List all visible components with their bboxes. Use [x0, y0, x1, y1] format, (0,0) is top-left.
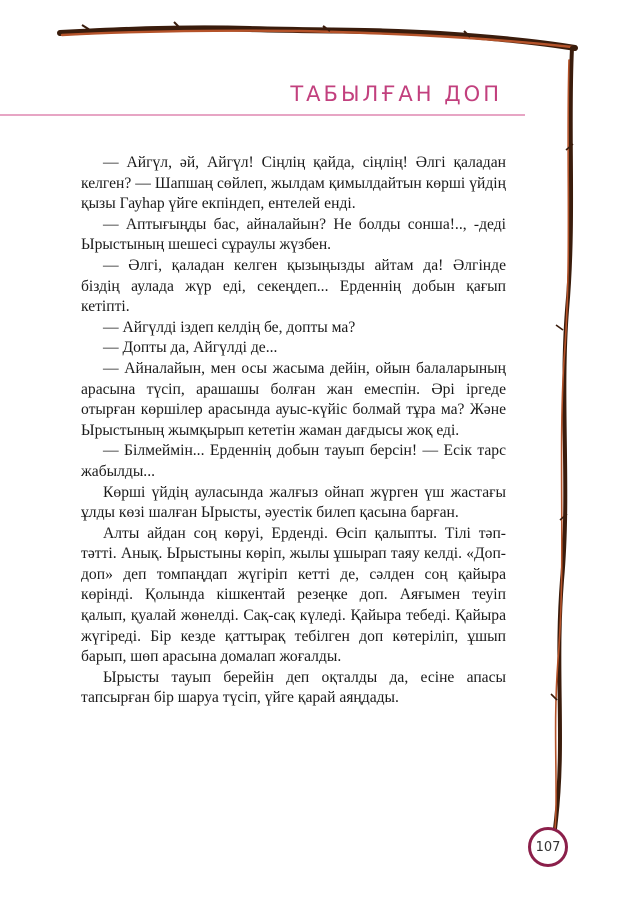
paragraph: — Аптығыңды бас, айналайын? Не болды сонша!.., -деді Ырыстының шешесі сұраулы жүзбен. — [81, 215, 506, 254]
paragraph: — Допты да, Айгүлді де... — [103, 339, 278, 357]
page-title: ТАБЫЛҒАН ДОП — [290, 82, 502, 106]
paragraph: Көрші үйдің ауласында жалғыз ойнап жүрген үш жастағы ұлды көзі шалған Ырысты, әуестік билеп қасына барған. — [81, 483, 506, 522]
paragraph: Ырысты тауып берейін деп оқталды да, есіне апасы тапсырған бір шаруа түсіп, үйге қарай аяңдады. — [81, 668, 506, 707]
paragraph: — Айгүл, әй, Айгүл! Сіңлің қайда, сіңлің! Әлгі қаладан келген? — Шапшаң сөйлеп, жылдам қимылдайтын көрші үйдің қызы Гауһар үйге екпіндеп, ентелей енді. — [81, 154, 506, 213]
paragraph: — Айгүлді іздеп келдің бе, допты ма? — [103, 318, 356, 336]
paragraph: — Айналайын, мен осы жасыма дейін, ойын балаларының арасына түсіп, арашашы болған жан емеспін. Әрі іргеде отырған көршілер арасында ауыс-күйіс болмай тұра ма? Және Ырыстының жымқырып кететін жаман дағдысы жоқ еді. — [81, 359, 506, 439]
page-number: 107 — [528, 827, 568, 867]
paragraph: Алты айдан соң көруі, Ерденді. Өсіп қалыпты. Тілі тәп-тәтті. Анық. Ырыстыны көріп, жылы ұшырап таяу келді. «Доп-доп» деп томпаңдап жүгіріп кетті де, сәлден соң қайыра көрінді. Қолында кішкентай резеңке доп. Аяғымен теуіп қалып, қуалай жөнелді. Сақ-сақ күледі. Қайыра тебеді. Қайыра жүгіреді. Бір кезде қаттырақ тебілген доп көтеріліп, ұшып барып, шөп арасына домалап жоғалды. — [81, 524, 506, 666]
paragraph: — Әлгі, қаладан келген қызыңызды айтам да! Әлгінде біздің аулада жүр еді, секеңдеп... Ерденнің добын қағып кетіпті. — [81, 256, 506, 316]
story-text — [81, 153, 506, 709]
title-underline — [0, 114, 525, 116]
paragraph: — Білмеймін... Ерденнің добын тауып берсін! — Есік тарс жабылды... — [81, 442, 506, 480]
